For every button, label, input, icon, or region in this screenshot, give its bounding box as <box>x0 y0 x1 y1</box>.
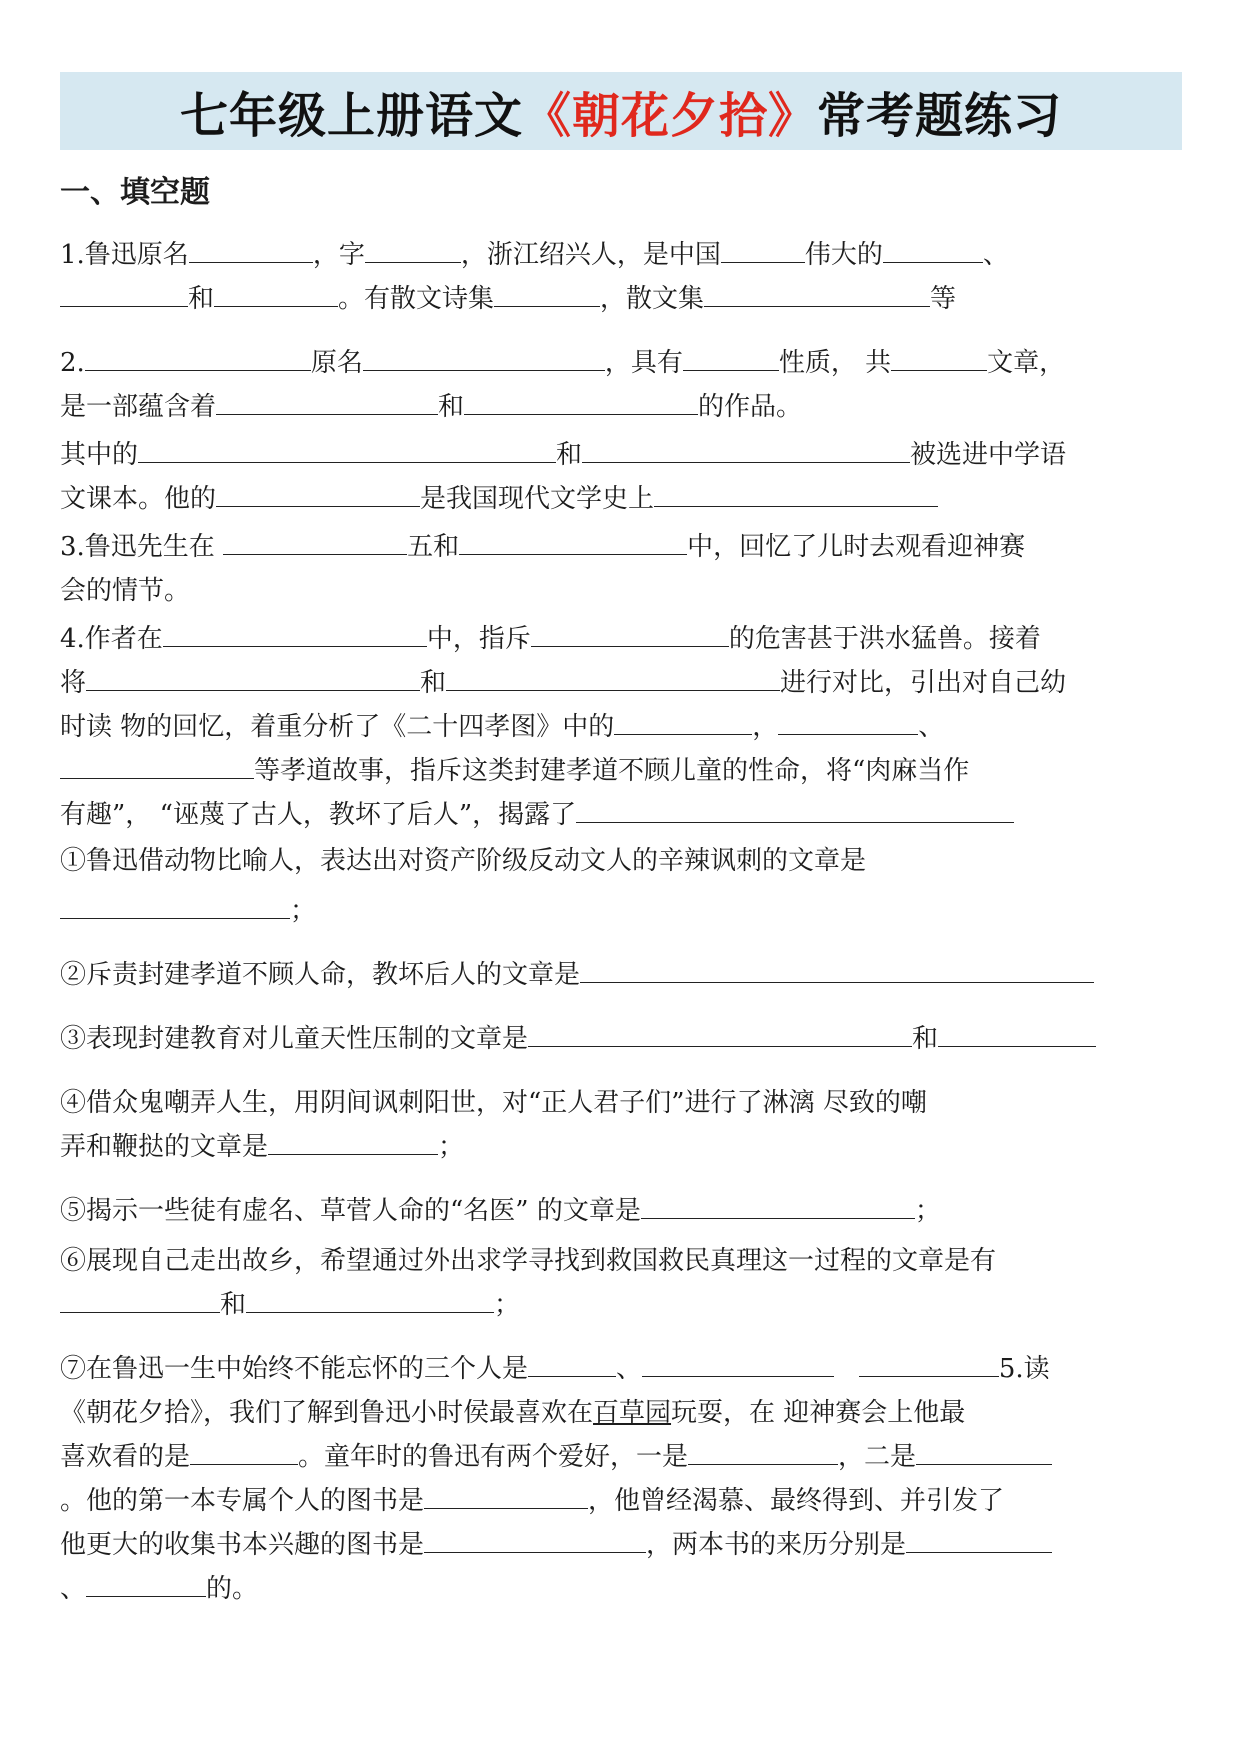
q4-item2 <box>60 958 1094 992</box>
q4-item7 <box>60 1352 1050 1386</box>
text: ； <box>438 1132 465 1162</box>
text: 《朝花夕拾》，我们了解到鲁迅小时侯最喜欢在 <box>60 1398 594 1428</box>
blank[interactable] <box>576 800 1014 823</box>
q2-line4 <box>60 482 938 516</box>
blank[interactable] <box>363 348 605 371</box>
blank[interactable] <box>268 1132 438 1155</box>
text: 和 <box>438 392 465 422</box>
text: 4.作者在 <box>60 624 163 654</box>
text: 会的情节。 <box>60 576 191 606</box>
text: 、 <box>616 1354 643 1384</box>
q5-line1 <box>60 1396 965 1430</box>
text: 5.读 <box>998 1354 1050 1384</box>
blank[interactable] <box>614 712 752 735</box>
blank[interactable] <box>494 284 600 307</box>
text: 等 <box>930 284 957 314</box>
blank[interactable] <box>528 1354 616 1377</box>
blank[interactable] <box>216 484 420 507</box>
blank[interactable] <box>938 1024 1096 1047</box>
q2-line1 <box>60 346 1065 380</box>
blank[interactable] <box>641 1196 915 1219</box>
q3-line2 <box>60 574 190 608</box>
q5-line5 <box>60 1572 258 1606</box>
q4-item4-line2 <box>60 1130 464 1164</box>
text: 他更大的收集书本兴趣的图书是 <box>60 1530 425 1560</box>
underlined-text: 百草园 <box>593 1398 672 1428</box>
text: 的。 <box>206 1574 259 1604</box>
blank[interactable] <box>580 960 1094 983</box>
text: ，具有 <box>604 348 683 378</box>
text: ； <box>914 1196 941 1226</box>
q4-item3 <box>60 1022 1096 1056</box>
text: 中，回忆了儿时去观看迎神赛 <box>687 532 1026 562</box>
q5-line2 <box>60 1440 1052 1474</box>
text: “诬蔑了古人，教坏了后人”，揭露了 <box>159 800 577 830</box>
q4-line4 <box>60 754 969 788</box>
blank[interactable] <box>85 348 311 371</box>
blank[interactable] <box>683 348 779 371</box>
text: 1.鲁迅原名 <box>60 240 189 270</box>
blank[interactable] <box>424 1530 646 1553</box>
text: 。他的第一本专属个人的图书是 <box>60 1486 425 1516</box>
text: 喜欢看的是 <box>60 1442 191 1472</box>
text: 2. <box>60 348 85 378</box>
blank[interactable] <box>464 392 698 415</box>
q4-line3 <box>60 710 944 744</box>
blank[interactable] <box>424 1486 588 1509</box>
blank[interactable] <box>223 532 407 555</box>
text: 。有散文诗集 <box>338 284 495 314</box>
blank[interactable] <box>86 1574 206 1597</box>
blank[interactable] <box>916 1442 1052 1465</box>
text: 的危害甚于洪水猛兽。接着 <box>728 624 1041 654</box>
blank[interactable] <box>60 896 290 919</box>
text: 的作品。 <box>698 392 803 422</box>
q1-line2 <box>60 282 956 316</box>
q4-item6-line2 <box>60 1288 520 1322</box>
blank[interactable] <box>688 1442 838 1465</box>
blank[interactable] <box>60 756 254 779</box>
text: 时读 物的回忆，着重分析了《二十四孝图》中的 <box>60 712 615 742</box>
page-title <box>180 77 1062 146</box>
blank[interactable] <box>163 624 427 647</box>
text: ， <box>752 712 779 742</box>
text: 是我国现代文学史上 <box>420 484 655 514</box>
text: 是一部蕴含着 <box>60 392 217 422</box>
q5-line4 <box>60 1528 1052 1562</box>
text: ，散文集 <box>600 284 705 314</box>
blank[interactable] <box>365 240 461 263</box>
text: ； <box>290 896 317 926</box>
blank[interactable] <box>891 348 987 371</box>
blank[interactable] <box>531 624 729 647</box>
q4-line5 <box>60 798 1014 832</box>
text: 弄和鞭挞的文章是 <box>60 1132 269 1162</box>
q4-item1-line2 <box>60 894 316 928</box>
blank[interactable] <box>214 284 338 307</box>
text: 和 <box>188 284 215 314</box>
text: 、 <box>918 712 945 742</box>
blank[interactable] <box>190 1442 298 1465</box>
text: 和 <box>420 668 447 698</box>
text: ③表现封建教育对儿童天性压制的文章是 <box>60 1024 529 1054</box>
text: ⑥展现自己走出故乡，希望通过外出求学寻找到救国救民真理这一过程的文章是有 <box>60 1246 997 1276</box>
text: 玩耍，在 迎神赛会上他最 <box>671 1398 966 1428</box>
text: ④借众鬼嘲弄人生，用阴间讽刺阳世，对“正人君子们”进行了淋漓 尽致的嘲 <box>60 1088 927 1118</box>
text: 、 <box>982 240 1009 270</box>
q4-line2 <box>60 666 1066 700</box>
text: 和 <box>556 440 583 470</box>
q2-line2 <box>60 390 802 424</box>
text: ，二是 <box>838 1442 917 1472</box>
text: ，他曾经渴慕、最终得到、并引发了 <box>588 1486 1005 1516</box>
text: 和 <box>912 1024 939 1054</box>
text: ②斥责封建孝道不顾人命，教坏后人的文章是 <box>60 960 581 990</box>
blank[interactable] <box>778 712 918 735</box>
q1-line1 <box>60 238 1009 272</box>
q5-line3 <box>60 1484 1004 1518</box>
text: 伟大的 <box>804 240 883 270</box>
text: 文章， <box>987 348 1066 378</box>
text: 等孝道故事，指斥这类封建孝道不顾儿童的性命，将“肉麻当作 <box>254 756 970 786</box>
blank[interactable] <box>906 1530 1052 1553</box>
text: 其中的 <box>60 440 139 470</box>
blank[interactable] <box>246 1290 494 1313</box>
text: 。童年时的鲁迅有两个爱好，一是 <box>298 1442 689 1472</box>
text: 将 <box>60 668 87 698</box>
text: ⑦在鲁迅一生中始终不能忘怀的三个人是 <box>60 1354 529 1384</box>
blank[interactable] <box>704 284 930 307</box>
blank[interactable] <box>86 668 420 691</box>
title-pre: 七年级上册语文 <box>179 87 523 144</box>
text: 原名 <box>310 348 363 378</box>
blank[interactable] <box>60 284 188 307</box>
blank[interactable] <box>859 1354 999 1377</box>
blank[interactable] <box>883 240 983 263</box>
blank[interactable] <box>459 532 687 555</box>
text: 有趣”， <box>60 800 152 830</box>
blank[interactable] <box>721 240 805 263</box>
blank[interactable] <box>582 440 910 463</box>
text: ，字 <box>312 240 365 270</box>
text: 3.鲁迅先生在 <box>60 532 215 562</box>
blank[interactable] <box>446 668 780 691</box>
text: ①鲁迅借动物比喻人，表达出对资产阶级反动文人的辛辣讽刺的文章是 <box>60 846 867 876</box>
blank[interactable] <box>138 440 556 463</box>
text: 共 <box>865 348 892 378</box>
q4-item4-line1 <box>60 1086 927 1120</box>
text: ； <box>494 1290 521 1320</box>
title-post: 常考题练习 <box>817 87 1063 144</box>
blank[interactable] <box>642 1354 834 1377</box>
text: 被选进中学语 <box>910 440 1067 470</box>
blank[interactable] <box>528 1024 912 1047</box>
q4-line1 <box>60 622 1041 656</box>
text: ，浙江绍兴人，是中国 <box>460 240 721 270</box>
q4-item6-line1 <box>60 1244 996 1278</box>
text: 、 <box>60 1574 87 1604</box>
text: 中，指斥 <box>426 624 531 654</box>
blank[interactable] <box>654 484 938 507</box>
title-band <box>60 72 1182 150</box>
text: ，两本书的来历分别是 <box>646 1530 907 1560</box>
section-heading: 一、填空题 <box>60 175 210 210</box>
text: 五和 <box>407 532 460 562</box>
q2-line3 <box>60 438 1066 472</box>
q3-line1 <box>60 530 1025 564</box>
text: ⑤揭示一些徒有虚名、草菅人命的“名医” 的文章是 <box>60 1196 641 1226</box>
q4-item1-line1 <box>60 844 866 878</box>
q4-item5 <box>60 1194 941 1228</box>
text: 性质， <box>778 348 857 378</box>
text: 和 <box>220 1290 247 1320</box>
title-book-name: 《朝花夕拾》 <box>522 87 817 144</box>
text: 文课本。他的 <box>60 484 217 514</box>
blank[interactable] <box>189 240 313 263</box>
blank[interactable] <box>60 1290 220 1313</box>
blank[interactable] <box>216 392 438 415</box>
text: 进行对比，引出对自己幼 <box>780 668 1067 698</box>
